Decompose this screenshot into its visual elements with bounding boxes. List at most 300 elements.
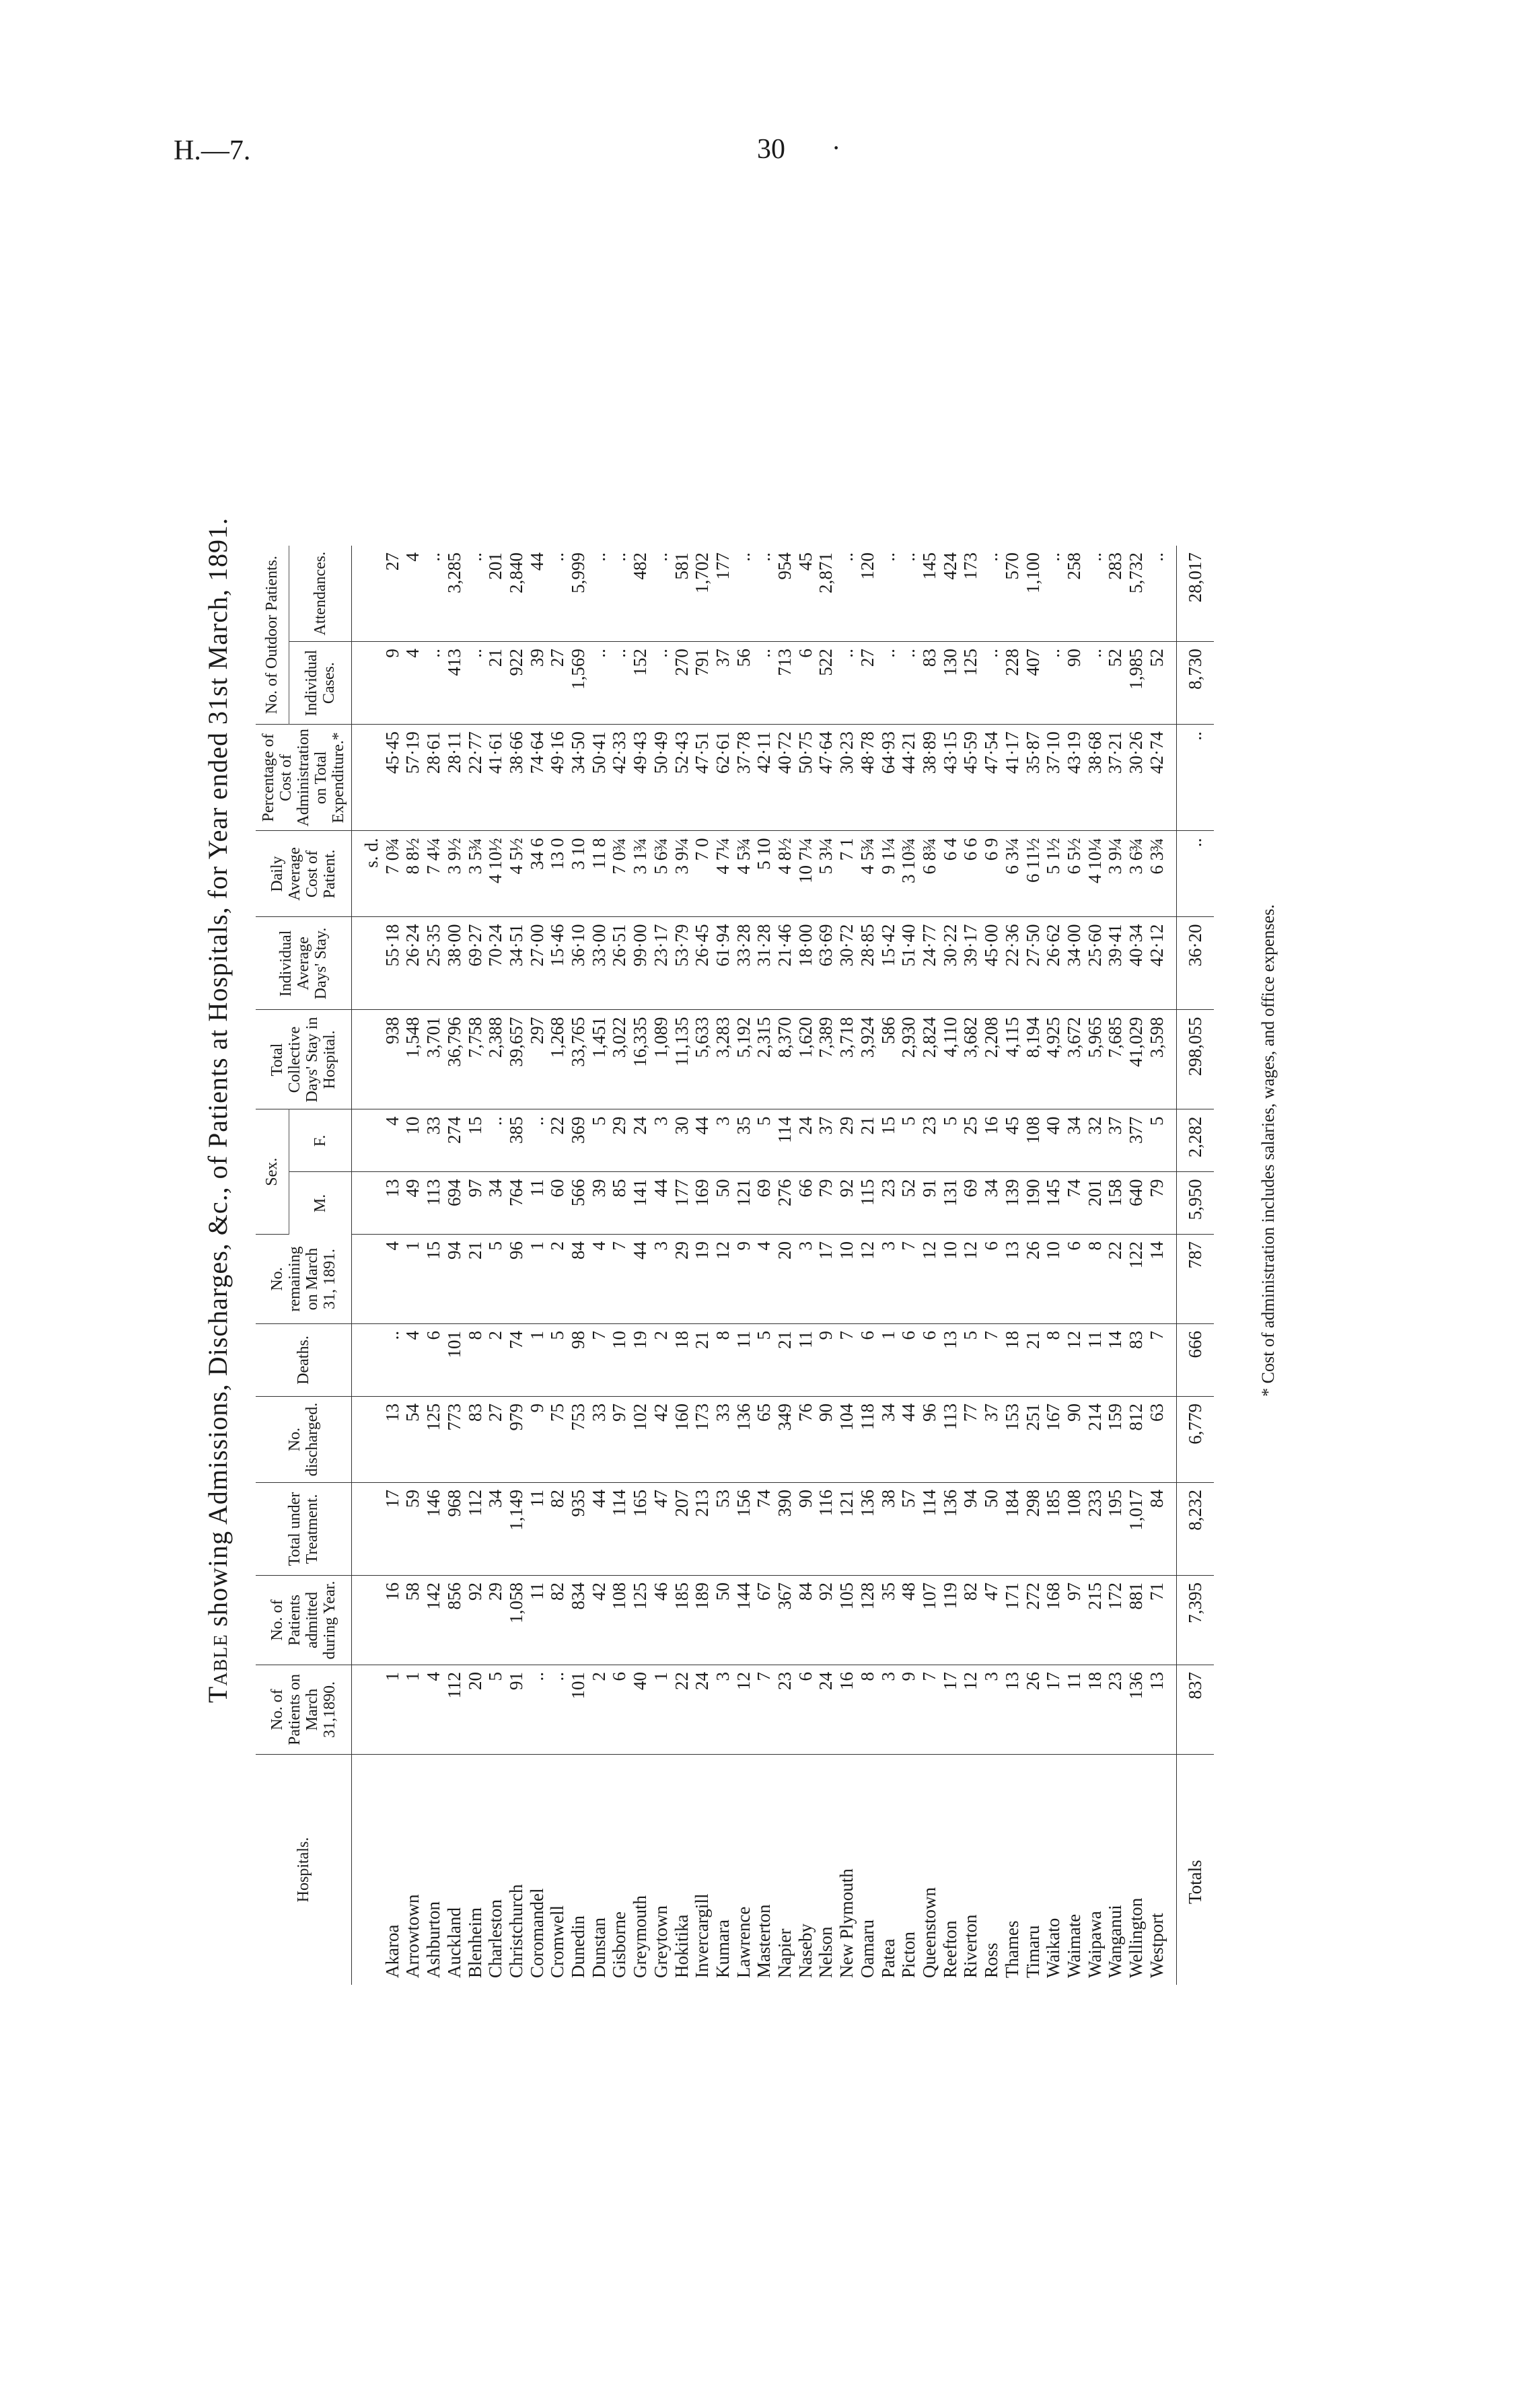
cell-att: 120 [857, 546, 878, 642]
cell-adm: 272 [1023, 1576, 1044, 1665]
table-row [382, 546, 403, 1985]
cell-adm: 171 [1002, 1576, 1023, 1665]
cell-m: 158 [1105, 1172, 1126, 1235]
cell-dth: 7 [981, 1324, 1002, 1397]
hospital-name: Greymouth [630, 1895, 651, 1978]
cell-dth: 6 [857, 1324, 878, 1397]
cell-cost: 34 6 [527, 831, 548, 917]
cell-dth: 12 [1064, 1324, 1085, 1397]
cell-adm: 92 [816, 1576, 836, 1665]
cell-r90: 12 [960, 1665, 981, 1755]
table-row [527, 546, 548, 1985]
cell-att: 482 [630, 546, 651, 642]
cell-tot: 935 [568, 1483, 589, 1576]
hospital-name: Kumara [712, 1920, 733, 1978]
cell-r90: 16 [836, 1665, 857, 1755]
cell-cases: 125 [960, 642, 981, 725]
cell-days: 3,022 [609, 1010, 630, 1109]
cell-dth: 4 [402, 1324, 423, 1397]
series-code: H.—7. [174, 135, 251, 166]
total-r91: 787 [1177, 1235, 1214, 1324]
cell-cost: 4 5½ [506, 831, 527, 917]
cell-avg: 63·69 [816, 917, 836, 1010]
cell-days: 3,924 [857, 1010, 878, 1109]
cell-pct: 35·87 [1023, 725, 1044, 831]
cell-cost: 7 0¾ [609, 831, 630, 917]
cell-m: 640 [1126, 1172, 1147, 1235]
hospital-name: New Plymouth [836, 1868, 857, 1978]
cell-adm: 107 [919, 1576, 940, 1665]
cell-cases: 1,569 [568, 642, 589, 725]
cell-cases: 522 [816, 642, 836, 725]
cell-att: .. [465, 546, 486, 642]
cell-tot: 53 [713, 1483, 733, 1576]
cell-f: 5 [589, 1109, 610, 1172]
cell-dis: 90 [1064, 1397, 1085, 1483]
cell-m: 139 [1002, 1172, 1023, 1235]
cell-att: .. [898, 546, 919, 642]
cell-r90: 23 [774, 1665, 795, 1755]
cell-tot: 108 [1064, 1483, 1085, 1576]
cell-cost: 3 10¾ [898, 831, 919, 917]
cell-pct: 47·64 [816, 725, 836, 831]
cell-r90: 136 [1126, 1665, 1147, 1755]
cell-avg: 31·28 [754, 917, 774, 1010]
cell-avg: 25·60 [1085, 917, 1106, 1010]
cell-att: .. [609, 546, 630, 642]
cell-att: .. [1147, 546, 1177, 642]
hospital-name: Masterton [754, 1904, 774, 1978]
table-row [713, 546, 733, 1985]
cell-pct: 48·78 [857, 725, 878, 831]
cell-r90: 3 [713, 1665, 733, 1755]
cell-att: .. [651, 546, 672, 642]
cell-avg: 26·51 [609, 917, 630, 1010]
cell-m: 91 [919, 1172, 940, 1235]
col-male: M. [289, 1172, 351, 1235]
cell-dis: 167 [1043, 1397, 1064, 1483]
cell-days: 938 [382, 1010, 403, 1109]
total-adm: 7,395 [1177, 1576, 1214, 1665]
cell-r90: 24 [816, 1665, 836, 1755]
table-row [754, 546, 774, 1985]
title-rest: showing Admissions, Discharges, &c., of Patients at Hospitals, for Year ended 31st March, 1891. [203, 517, 233, 1627]
cell-r91: 12 [960, 1235, 981, 1324]
col-deaths: Deaths. [256, 1324, 352, 1397]
cell-r91: 29 [672, 1235, 692, 1324]
cell-tot: 17 [382, 1483, 403, 1576]
cell-att: .. [1085, 546, 1106, 642]
cell-cost: 8 8½ [402, 831, 423, 917]
page-number: 30 [757, 134, 785, 165]
cell-cases: 413 [444, 642, 465, 725]
cell-dis: 102 [630, 1397, 651, 1483]
total-cost: .. [1177, 831, 1214, 917]
cell-f: 21 [857, 1109, 878, 1172]
cell-m: 39 [589, 1172, 610, 1235]
hospital-name: Auckland [443, 1907, 464, 1978]
cell-adm: 128 [857, 1576, 878, 1665]
total-f: 2,282 [1177, 1109, 1214, 1172]
cell-r91: 20 [774, 1235, 795, 1324]
cell-cost: 6 3¾ [1147, 831, 1177, 917]
cell-pct: 50·41 [589, 725, 610, 831]
cell-cost: 4 5¾ [733, 831, 754, 917]
cell-pct: 37·21 [1105, 725, 1126, 831]
cell-adm: 172 [1105, 1576, 1126, 1665]
col-female: F. [289, 1109, 351, 1172]
cell-r90: 13 [1147, 1665, 1177, 1755]
cell-cases: 21 [485, 642, 506, 725]
cell-tot: 184 [1002, 1483, 1023, 1576]
cell-r91: 19 [692, 1235, 713, 1324]
cell-pct: 62·61 [713, 725, 733, 831]
cell-att: 201 [485, 546, 506, 642]
hospital-name: Dunstan [588, 1918, 609, 1978]
cell-pct: 49·43 [630, 725, 651, 831]
cell-days: 2,315 [754, 1010, 774, 1109]
cell-pct: 22·77 [465, 725, 486, 831]
cell-avg: 30·72 [836, 917, 857, 1010]
cell-cases: 713 [774, 642, 795, 725]
cell-r91: 2 [547, 1235, 568, 1324]
cell-m: 69 [754, 1172, 774, 1235]
cell-dis: 349 [774, 1397, 795, 1483]
cell-r91: 4 [754, 1235, 774, 1324]
cell-tot: 94 [960, 1483, 981, 1576]
cell-cost: 4 8½ [774, 831, 795, 917]
cell-adm: 856 [444, 1576, 465, 1665]
cell-days: 2,208 [981, 1010, 1002, 1109]
cell-m: 79 [1147, 1172, 1177, 1235]
cell-f: 40 [1043, 1109, 1064, 1172]
cell-dis: 63 [1147, 1397, 1177, 1483]
hospital-name: Cromwell [547, 1905, 568, 1978]
cell-att: .. [878, 546, 899, 642]
cell-dis: 37 [981, 1397, 1002, 1483]
cell-cases: 56 [733, 642, 754, 725]
cell-f: 3 [651, 1109, 672, 1172]
table-row [1043, 546, 1064, 1985]
cost-units: s. d. [352, 831, 382, 917]
cell-r90: 4 [423, 1665, 444, 1755]
cell-pct: 40·72 [774, 725, 795, 831]
cell-days: 2,930 [898, 1010, 919, 1109]
table-row [1002, 546, 1023, 1985]
cell-avg: 30·22 [940, 917, 961, 1010]
cell-dis: 90 [816, 1397, 836, 1483]
cell-att: 424 [940, 546, 961, 642]
cell-adm: 92 [465, 1576, 486, 1665]
cell-days: 8,194 [1023, 1010, 1044, 1109]
cell-r90: 6 [609, 1665, 630, 1755]
cell-days: 11,135 [672, 1010, 692, 1109]
cell-r90: 18 [1085, 1665, 1106, 1755]
table-row [465, 546, 486, 1985]
cell-r91: 3 [878, 1235, 899, 1324]
cell-adm: 142 [423, 1576, 444, 1665]
cell-r91: 94 [444, 1235, 465, 1324]
cell-f: 5 [898, 1109, 919, 1172]
cell-att: 44 [527, 546, 548, 642]
cell-avg: 28·85 [857, 917, 878, 1010]
cell-dth: 7 [836, 1324, 857, 1397]
footnote: * Cost of administration includes salaries, wages, and office expenses. [1258, 904, 1278, 1397]
cell-adm: 881 [1126, 1576, 1147, 1665]
cell-cost: 4 7¼ [713, 831, 733, 917]
cell-cases: 1,985 [1126, 642, 1147, 725]
cell-att: 258 [1064, 546, 1085, 642]
cell-m: 92 [836, 1172, 857, 1235]
cell-tot: 1,149 [506, 1483, 527, 1576]
cell-pct: 74·64 [527, 725, 548, 831]
cell-r90: 23 [1105, 1665, 1126, 1755]
col-admin-pct: Percentage of Cost of Administration on Total Expenditure.* [256, 725, 352, 831]
cell-r91: 6 [981, 1235, 1002, 1324]
cell-tot: 390 [774, 1483, 795, 1576]
hospital-name: Riverton [960, 1914, 981, 1978]
cell-f: 3 [713, 1109, 733, 1172]
totals-row [1177, 546, 1214, 1985]
cell-avg: 26·24 [402, 917, 423, 1010]
cell-f: 22 [547, 1109, 568, 1172]
hospital-name: Ross [981, 1942, 1002, 1978]
cell-avg: 18·00 [795, 917, 816, 1010]
cell-days: 39,657 [506, 1010, 527, 1109]
cell-att: 45 [795, 546, 816, 642]
cell-dis: 77 [960, 1397, 981, 1483]
cell-adm: 82 [960, 1576, 981, 1665]
cell-dth: 9 [816, 1324, 836, 1397]
cell-f: 5 [940, 1109, 961, 1172]
hospital-name: Hokitika [671, 1914, 692, 1978]
cell-r91: 6 [1064, 1235, 1085, 1324]
cell-cases: 83 [919, 642, 940, 725]
units-spacer [352, 1172, 382, 1235]
cell-f: 23 [919, 1109, 940, 1172]
units-spacer [352, 1483, 382, 1576]
cell-cases: 27 [547, 642, 568, 725]
table-title [202, 235, 233, 1985]
cell-avg: 39·41 [1105, 917, 1126, 1010]
cell-cost: 5 1½ [1043, 831, 1064, 917]
hospital-name: Thames [1001, 1920, 1022, 1978]
cell-cost: 3 10 [568, 831, 589, 917]
cell-f: 34 [1064, 1109, 1085, 1172]
cell-dis: 76 [795, 1397, 816, 1483]
cell-tot: 136 [940, 1483, 961, 1576]
cell-cost: 6 5½ [1064, 831, 1085, 917]
cell-avg: 26·45 [692, 917, 713, 1010]
cell-cases: 228 [1002, 642, 1023, 725]
units-spacer [352, 546, 382, 642]
cell-m: 44 [651, 1172, 672, 1235]
cell-dis: 96 [919, 1397, 940, 1483]
table-row [485, 546, 506, 1985]
cell-r90: 26 [1023, 1665, 1044, 1755]
cell-cases: 130 [940, 642, 961, 725]
cell-avg: 36·10 [568, 917, 589, 1010]
cell-dis: 65 [754, 1397, 774, 1483]
cell-r90: 12 [733, 1665, 754, 1755]
cell-dis: 979 [506, 1397, 527, 1483]
cell-f: 29 [836, 1109, 857, 1172]
cell-pct: 45·59 [960, 725, 981, 831]
cell-r91: 21 [465, 1235, 486, 1324]
hospital-name: Wanganui [1105, 1905, 1126, 1978]
cell-dis: 773 [444, 1397, 465, 1483]
cell-dis: 13 [382, 1397, 403, 1483]
table-row [506, 546, 527, 1985]
cell-f: .. [485, 1109, 506, 1172]
cell-cost: 6 3¼ [1002, 831, 1023, 917]
cell-dis: 153 [1002, 1397, 1023, 1483]
cell-tot: 195 [1105, 1483, 1126, 1576]
cell-att: .. [836, 546, 857, 642]
cell-adm: 1,058 [506, 1576, 527, 1665]
col-total-treatment: Total under Treatment. [256, 1483, 352, 1576]
cell-dth: 5 [960, 1324, 981, 1397]
cell-att: 5,999 [568, 546, 589, 642]
cell-m: 276 [774, 1172, 795, 1235]
cell-f: 274 [444, 1109, 465, 1172]
cell-adm: 29 [485, 1576, 506, 1665]
col-admitted: No. of Patients admitted during Year. [256, 1576, 352, 1665]
cell-m: 566 [568, 1172, 589, 1235]
cell-days: 41,029 [1126, 1010, 1147, 1109]
cell-r91: 22 [1105, 1235, 1126, 1324]
cell-tot: 74 [754, 1483, 774, 1576]
cell-cases: .. [423, 642, 444, 725]
cell-pct: 38·68 [1085, 725, 1106, 831]
cell-cost: 7 0¾ [382, 831, 403, 917]
table-row [609, 546, 630, 1985]
cell-avg: 23·17 [651, 917, 672, 1010]
cell-avg: 39·17 [960, 917, 981, 1010]
total-dth: 666 [1177, 1324, 1214, 1397]
cell-adm: 47 [981, 1576, 1002, 1665]
cell-dth: 6 [898, 1324, 919, 1397]
cell-pct: 44·21 [898, 725, 919, 831]
hospital-name: Wellington [1126, 1897, 1147, 1978]
cell-r91: 26 [1023, 1235, 1044, 1324]
cell-r91: 8 [1085, 1235, 1106, 1324]
cell-pct: 42·74 [1147, 725, 1177, 831]
cell-f: 5 [1147, 1109, 1177, 1172]
cell-r90: 22 [672, 1665, 692, 1755]
cell-avg: 27·00 [527, 917, 548, 1010]
cell-adm: 35 [878, 1576, 899, 1665]
cell-adm: 50 [713, 1576, 733, 1665]
cell-tot: 968 [444, 1483, 465, 1576]
total-r90: 837 [1177, 1665, 1214, 1755]
table-row [692, 546, 713, 1985]
cell-tot: 1,017 [1126, 1483, 1147, 1576]
table-body [352, 546, 1215, 1985]
cell-pct: 38·66 [506, 725, 527, 831]
units-spacer [352, 1755, 382, 1985]
cell-dth: 11 [795, 1324, 816, 1397]
cell-tot: 207 [672, 1483, 692, 1576]
cell-m: 49 [402, 1172, 423, 1235]
cell-days: 4,110 [940, 1010, 961, 1109]
cell-dth: 74 [506, 1324, 527, 1397]
cell-days: 5,633 [692, 1010, 713, 1109]
cell-adm: 71 [1147, 1576, 1177, 1665]
cell-dis: 173 [692, 1397, 713, 1483]
units-spacer [352, 1235, 382, 1324]
cell-tot: 59 [402, 1483, 423, 1576]
cell-avg: 15·46 [547, 917, 568, 1010]
cell-r90: 1 [382, 1665, 403, 1755]
col-daily-cost [256, 831, 352, 917]
cell-att: 2,871 [816, 546, 836, 642]
cell-m: 69 [960, 1172, 981, 1235]
cell-tot: 121 [836, 1483, 857, 1576]
cell-f: 44 [692, 1109, 713, 1172]
cell-cost: 4 5¾ [857, 831, 878, 917]
cell-cost: 5 10 [754, 831, 774, 917]
cell-r91: 15 [423, 1235, 444, 1324]
cell-cost: 10 7¼ [795, 831, 816, 917]
cell-cases: 37 [713, 642, 733, 725]
cell-m: 177 [672, 1172, 692, 1235]
cell-f: 35 [733, 1109, 754, 1172]
cell-dis: 34 [878, 1397, 899, 1483]
cell-f: 24 [795, 1109, 816, 1172]
cell-days: 4,115 [1002, 1010, 1023, 1109]
cell-days: 7,758 [465, 1010, 486, 1109]
cell-avg: 51·40 [898, 917, 919, 1010]
cell-m: 66 [795, 1172, 816, 1235]
cell-m: 11 [527, 1172, 548, 1235]
cell-avg: 22·36 [1002, 917, 1023, 1010]
cell-f: 4 [382, 1109, 403, 1172]
cell-f: 15 [465, 1109, 486, 1172]
hospital-name: Invercargill [692, 1893, 713, 1978]
cell-tot: 165 [630, 1483, 651, 1576]
cell-dis: 42 [651, 1397, 672, 1483]
hospital-name: Ashburton [423, 1901, 444, 1978]
cell-r90: 40 [630, 1665, 651, 1755]
cell-m: 79 [816, 1172, 836, 1235]
cell-m: 23 [878, 1172, 899, 1235]
cell-days: 5,965 [1085, 1010, 1106, 1109]
cell-dis: 214 [1085, 1397, 1106, 1483]
cell-dth: 1 [527, 1324, 548, 1397]
cell-r91: 4 [382, 1235, 403, 1324]
hospital-name: Naseby [795, 1924, 816, 1978]
cell-tot: 57 [898, 1483, 919, 1576]
cell-avg: 21·46 [774, 917, 795, 1010]
cell-dth: 8 [1043, 1324, 1064, 1397]
cell-dis: 75 [547, 1397, 568, 1483]
cell-days: 586 [878, 1010, 899, 1109]
cell-avg: 33·28 [733, 917, 754, 1010]
cell-cases: .. [609, 642, 630, 725]
cell-att: 145 [919, 546, 940, 642]
cell-cost: 3 9¼ [672, 831, 692, 917]
table-row [1126, 546, 1147, 1985]
cell-r91: 44 [630, 1235, 651, 1324]
cell-avg: 61·94 [713, 917, 733, 1010]
cell-tot: 298 [1023, 1483, 1044, 1576]
cell-adm: 58 [402, 1576, 423, 1665]
table-row [1147, 546, 1177, 1985]
cell-f: 377 [1126, 1109, 1147, 1172]
cell-r91: 4 [589, 1235, 610, 1324]
total-att: 28,017 [1177, 546, 1214, 642]
